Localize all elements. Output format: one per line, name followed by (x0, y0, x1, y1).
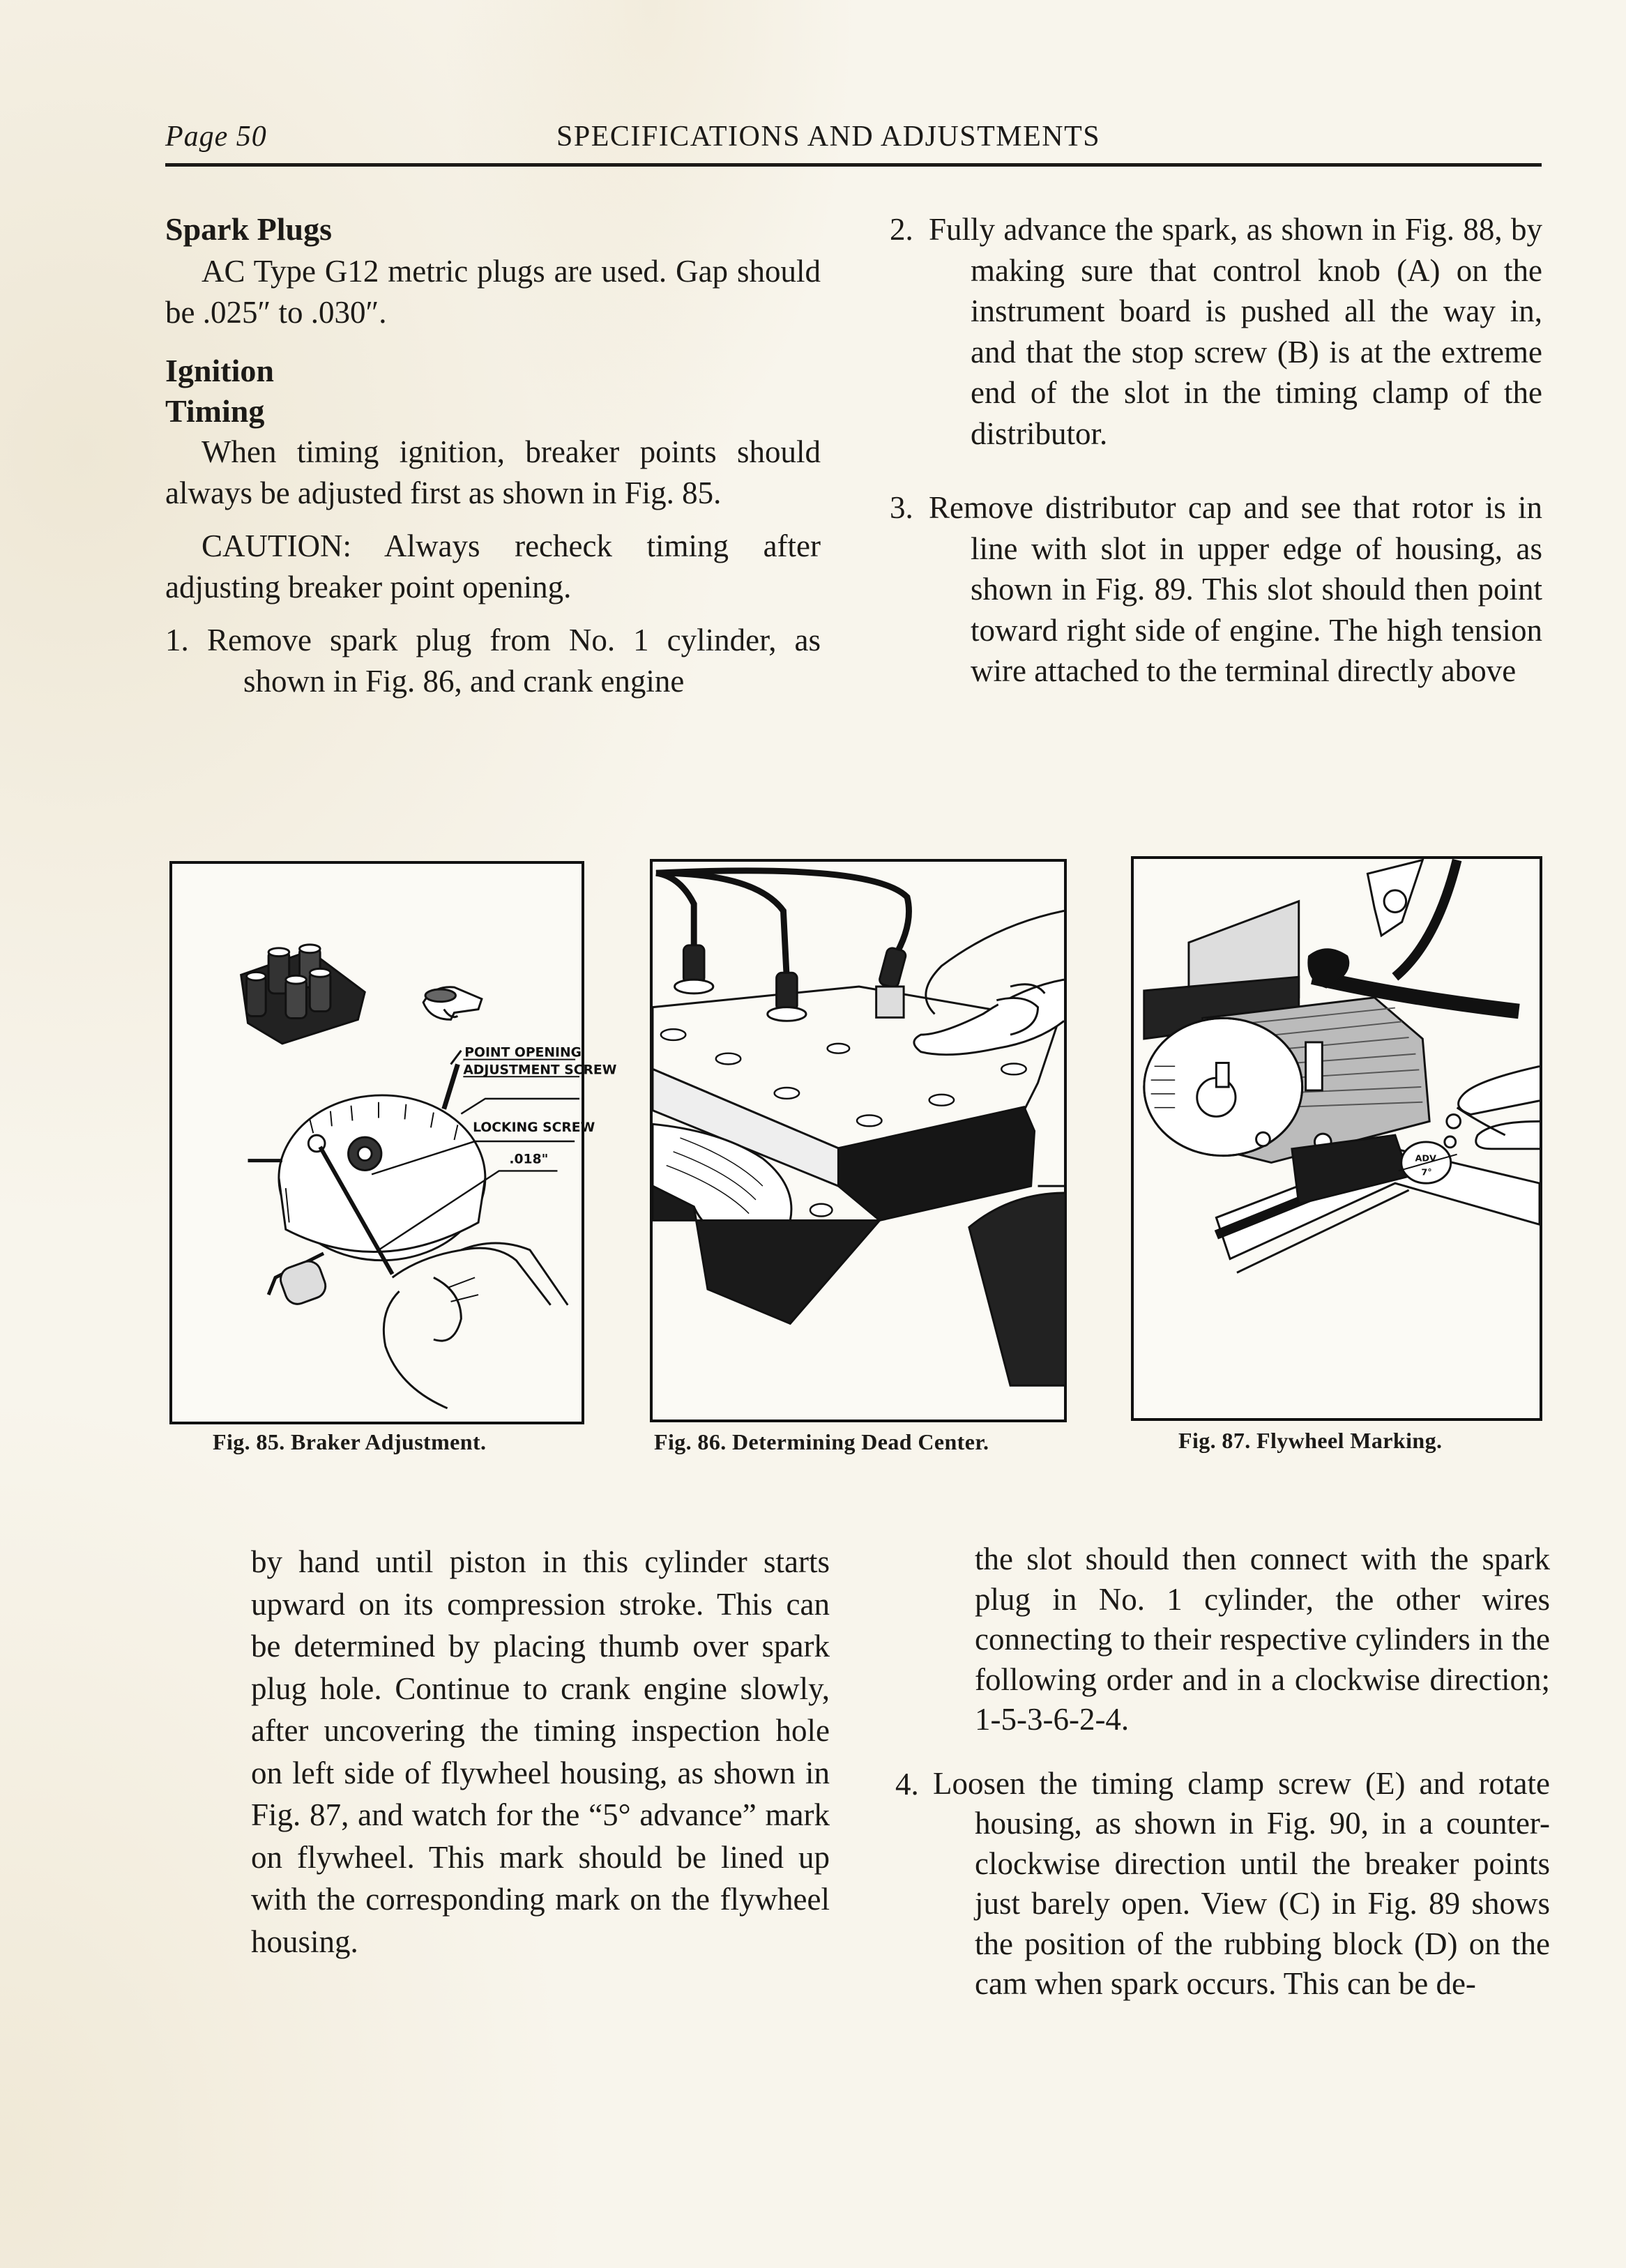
page-number: Page 50 (165, 121, 267, 153)
adv-mark-degrees: 7° (1421, 1167, 1432, 1178)
step-4-text: Loosen the timing clamp screw (E) and rotate housing, as shown in Fig. 90, in a counter-clockwise direction until the breaker points just barely open. View (C) in Fig. 89 shows the position of the rubbing block (D) on the cam when spark occurs. This can be de- (933, 1765, 1550, 2001)
step-4 (884, 1764, 1550, 2004)
figure-87 (1131, 856, 1542, 1421)
distributor-body-drawing (248, 1051, 485, 1308)
running-title: SPECIFICATIONS AND ADJUSTMENTS (556, 121, 1101, 153)
adv-mark-text: ADV (1415, 1153, 1436, 1164)
rotor-drawing (423, 987, 482, 1020)
figure-86-caption: Fig. 86. Determining Dead Center. (654, 1429, 989, 1454)
step-3 (886, 487, 1542, 692)
starter-motor-drawing (1144, 860, 1540, 1272)
spark-plugs-paragraph: AC Type G12 metric plugs are used. Gap should be .025″ to .030″. (165, 254, 821, 330)
step-1-number: 1. (165, 623, 189, 657)
figure-87-caption: Fig. 87. Flywheel Marking. (1178, 1428, 1443, 1453)
callout-locking-screw: LOCKING SCREW (473, 1120, 595, 1136)
step-3-continued: the slot should then connect with the spark plug in No. 1 cylinder, the other wires connecting to their respective cylinders in the following order and in a clockwise direction; 1-5-3-6-2-4. (975, 1542, 1550, 1737)
breaker-adjustment-illustration (172, 864, 617, 1422)
figure-86 (650, 859, 1067, 1422)
hand-drawing (383, 1243, 568, 1408)
dead-center-illustration (653, 862, 1064, 1420)
ignition-heading: Ignition (165, 353, 274, 388)
distributor-cap-drawing (241, 945, 365, 1044)
step-2-text: Fully advance the spark, as shown in Fig. 88, by making sure that control knob (A) on the instrument board is pushed all the way in, and that the stop screw (B) is at the extreme end of the slot in the timing clamp of the distributor. (929, 212, 1542, 451)
flywheel-marking-illustration (1134, 859, 1540, 1418)
figure-85 (169, 861, 617, 1424)
right-column-bottom (884, 1539, 1550, 2004)
figure-85-caption: Fig. 85. Braker Adjustment. (213, 1429, 487, 1454)
callout-point-opening: POINT OPENING (464, 1045, 582, 1060)
left-column-bottom (251, 1541, 830, 1963)
callout-gap: .018" (509, 1152, 549, 1167)
callout-adjustment-screw: ADJUSTMENT SCREW (463, 1063, 617, 1078)
step-1 (165, 620, 821, 701)
step-3-number: 3. (890, 490, 913, 525)
step-1-text: Remove spark plug from No. 1 cylinder, as shown in Fig. 86, and crank engine (207, 623, 821, 699)
right-column-top (886, 209, 1542, 692)
caution-paragraph: CAUTION: Always recheck timing after adjusting breaker point opening. (165, 528, 821, 604)
step-3-text: Remove distributor cap and see that rotor is in line with slot in upper edge of housing, as shown in Fig. 89. This slot should then point toward right side of engine. The high tension wire attached to the terminal directly above (929, 490, 1542, 688)
timing-paragraph: When timing ignition, breaker points should always be adjusted first as shown in Fig. 85. (165, 434, 821, 510)
timing-heading: Timing (165, 393, 265, 429)
step-2 (886, 209, 1542, 454)
step-2-number: 2. (890, 212, 913, 247)
header-rule (165, 163, 1542, 167)
engine-head-drawing (653, 871, 1065, 1385)
left-column-top (165, 209, 821, 701)
step-4-number: 4. (895, 1766, 919, 1802)
step-1-continued: by hand until piston in this cylinder starts upward on its compression stroke. This can be determined by placing thumb over spark plug hole. Continue to crank engine slowly, after uncovering the timing inspection hole on left side of flywheel housing, as shown in Fig. 87, and watch for the “5° advance” mark on flywheel. This mark should be lined up with the corresponding mark on the flywheel housing. (251, 1544, 830, 1959)
spark-plugs-heading: Spark Plugs (165, 211, 333, 247)
